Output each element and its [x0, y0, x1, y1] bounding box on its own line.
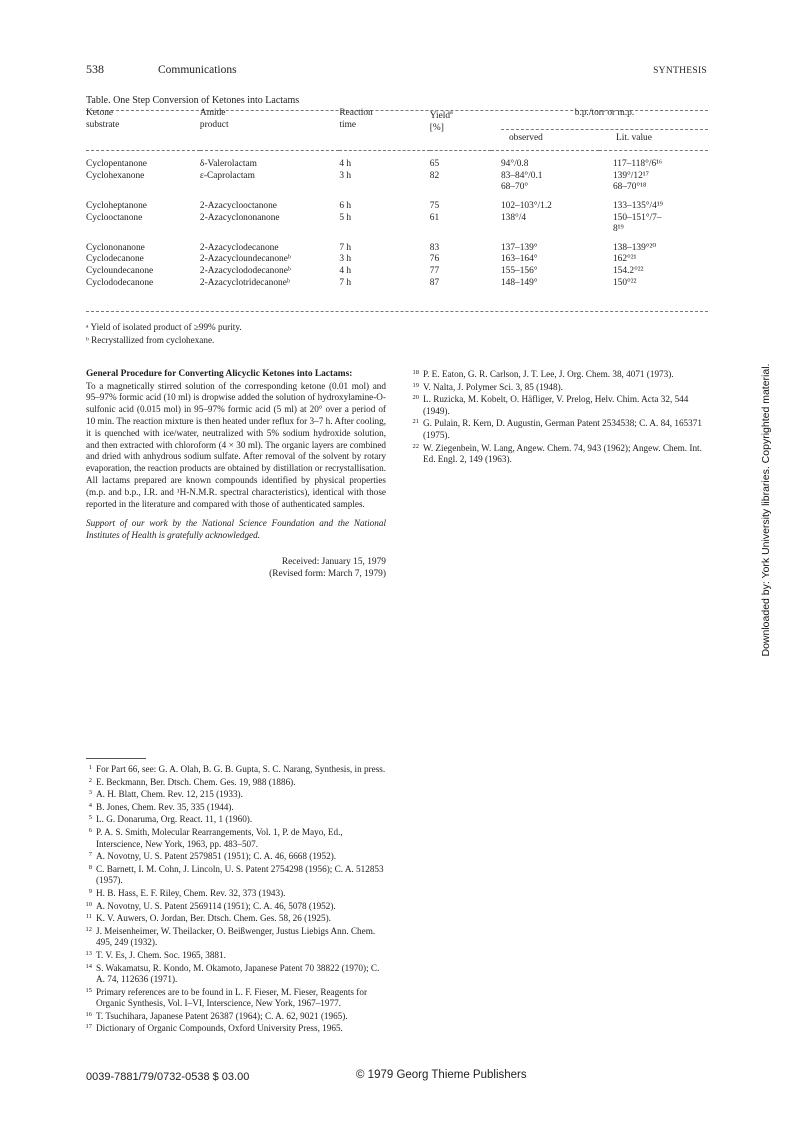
reference-text: A. Novotny, U. S. Patent 2579851 (1951); C. A. 46, 6668 (1952).	[96, 851, 337, 862]
cell-lit: 117–118°/6¹⁶	[612, 159, 663, 170]
cell-substrate: Cyclohexanone	[86, 170, 145, 181]
download-watermark	[760, 330, 774, 690]
cell-time	[339, 182, 429, 194]
procedure-title: General Procedure for Converting Alicyclic Ketones into Lactams:	[86, 369, 353, 379]
table-header-row	[86, 108, 708, 144]
cell-yield: 77	[429, 265, 440, 276]
cell-product	[200, 182, 339, 194]
cell-substrate: Cyclooctanone	[86, 212, 143, 223]
cell-observed: 94°/0.8	[500, 159, 529, 170]
cell-time: 7 h	[339, 277, 352, 288]
cell-yield: 87	[429, 277, 440, 288]
reference-number: 17	[85, 1023, 92, 1031]
cell-observed: 137–139°	[500, 242, 538, 253]
reference-item	[86, 764, 386, 776]
reference-item	[86, 851, 386, 863]
procedure-body: To a magnetically stirred solution of the corresponding ketone (0.01 mol) and 95–97% formic acid (10 ml) is dropwise added the solution of hydroxylamine-O-sulfonic acid (0.015 mol) in 95–97% formic acid (5 ml) at 20° over a period of 10 min. The reaction mixture is then heated under reflux for 3–7 h. After cooling, it is quenched with ice/water, neutralized with 5% sodium hydroxide solution, and then extracted with chloroform (4 × 30 ml). The organic layers are combined and dried with anhydrous sodium sulfate. After removal of the solvent by rotary evaporation, the reaction products are obtained by distillation or recrystallisation. All lactams prepared are known compounds identified by physical properties (m.p. and b.p., I.R. and ¹H-N.M.R. spectral characteristics), identical with those reported in the literature and compared with those of authenticated samples.	[86, 380, 386, 509]
footer-code: 0039-7881/79/0732-0538 $ 03.00	[86, 1071, 250, 1083]
cell-lit: 162°²¹	[612, 254, 637, 265]
cell-lit: 133–135°/4¹⁹	[612, 200, 663, 211]
header-lit: Lit. value	[615, 132, 652, 143]
reference-item	[86, 827, 386, 850]
cell-observed: 68–70°	[500, 182, 529, 193]
reference-item	[86, 814, 386, 826]
cell-time: 3 h	[339, 170, 352, 181]
reference-item	[413, 443, 708, 466]
reference-item	[413, 382, 708, 394]
reference-text: B. Jones, Chem. Rev. 35, 335 (1944).	[96, 801, 234, 812]
reference-text: K. V. Auwers, O. Jordan, Ber. Dtsch. Chem. Ges. 58, 26 (1925).	[96, 913, 331, 924]
references-rule	[86, 758, 146, 759]
cell-time: 4 h	[339, 265, 352, 276]
header-yield: Yield$^a$ [%]	[429, 110, 453, 133]
cell-yield: 61	[429, 212, 440, 223]
reference-item	[413, 369, 708, 381]
cell-substrate: Cyclononanone	[86, 242, 145, 253]
reference-number: 13	[85, 949, 92, 957]
cell-observed: 163–164°	[500, 254, 538, 265]
reference-number: 12	[85, 925, 92, 933]
cell-lit: 8¹⁹	[612, 224, 624, 235]
table-caption	[86, 95, 299, 107]
reference-item	[86, 913, 386, 925]
cell-product: 2-Azacyclododecanoneᵇ	[199, 265, 291, 276]
header-amide: Amide product	[199, 108, 229, 130]
cell-product: 2-Azacyclodecanone	[199, 242, 279, 253]
reference-text: A. H. Blatt, Chem. Rev. 12, 215 (1933).	[96, 789, 243, 800]
cell-time: 5 h	[339, 212, 352, 223]
cell-substrate: Cycloundecanone	[86, 265, 154, 276]
cell-product: δ-Valerolactam	[199, 159, 257, 170]
table-row	[86, 159, 708, 171]
page-number: 538	[86, 62, 104, 76]
cell-lit: 139°/12¹⁷	[612, 170, 649, 181]
reference-number: 19	[412, 381, 419, 389]
references-right	[413, 369, 708, 467]
reference-number: 2	[88, 776, 92, 784]
cell-product: 2-Azacycloundecanoneᵇ	[199, 254, 291, 265]
header-observed: observed	[508, 132, 543, 143]
cell-substrate: Cyclododecanone	[86, 277, 154, 288]
cell-yield: 82	[429, 170, 440, 181]
revised-date: (Revised form: March 7, 1979)	[269, 569, 386, 580]
references-left	[86, 764, 386, 1036]
cell-product: 2-Azacyclooctanone	[199, 200, 277, 211]
cell-time: 6 h	[339, 200, 352, 211]
table-row	[86, 224, 708, 236]
reference-text: C. Barnett, I. M. Cohn, J. Lincoln, U. S. Patent 2754298 (1956); C. A. 512853 (1957).	[96, 863, 384, 886]
page-header	[86, 64, 707, 80]
cell-product: 2-Azacyclononanone	[199, 212, 280, 223]
table-row	[86, 201, 708, 213]
reference-number: 16	[85, 1010, 92, 1018]
cell-lit: 150°²²	[612, 277, 637, 288]
reference-text: A. Novotny, U. S. Patent 2569114 (1951); C. A. 46, 5078 (1952).	[96, 900, 336, 911]
reference-item	[86, 888, 386, 900]
reference-item	[86, 802, 386, 814]
table-footnote-a: ᵃ Yield of isolated product of ≥99% purity.	[86, 322, 242, 332]
reference-number: 5	[88, 814, 92, 822]
reference-text: S. Wakamatsu, R. Kondo, M. Okamoto, Japanese Patent 70 38822 (1970); C. A. 74, 112636 (1971).	[96, 962, 380, 985]
cell-product	[200, 224, 339, 236]
table-bottom-rule	[86, 311, 708, 312]
table-row	[86, 171, 708, 183]
table-row	[86, 254, 708, 266]
cell-yield: 75	[429, 200, 440, 211]
reference-number: 3	[88, 789, 92, 797]
table-row	[86, 243, 708, 255]
reference-item	[86, 1023, 386, 1035]
cell-yield: 83	[429, 242, 440, 253]
reference-item	[86, 950, 386, 962]
cell-yield: 65	[429, 159, 440, 170]
reference-number: 8	[88, 863, 92, 871]
reference-number: 1	[88, 764, 92, 771]
cell-substrate: Cyclodecanone	[86, 254, 144, 265]
cell-time: 7 h	[339, 242, 352, 253]
reference-text: Primary references are to be found in L. F. Fieser, M. Fieser, Reagents for Organic Synthesis, Vol. I–VI, Interscience, New York, 1967–1977.	[96, 986, 368, 1009]
reference-text: Dictionary of Organic Compounds, Oxford University Press, 1965.	[96, 1023, 343, 1034]
reference-number: 14	[85, 962, 92, 970]
cell-lit: 68–70°¹⁸	[612, 182, 647, 193]
cell-time: 4 h	[339, 159, 352, 170]
reference-number: 10	[85, 900, 92, 908]
reference-number: 7	[88, 851, 92, 859]
received-date: Received: January 15, 1979	[281, 556, 386, 567]
reference-number: 18	[412, 369, 419, 376]
reference-item	[86, 987, 386, 1010]
header-bp: b.p./torr or m.p. observed Lit. value	[491, 108, 708, 144]
reference-text: E. Beckmann, Ber. Dtsch. Chem. Ges. 19, 988 (1886).	[96, 776, 296, 787]
cell-substrate	[86, 182, 200, 194]
cell-observed	[491, 224, 599, 236]
reference-text: T. Tsuchihara, Japanese Patent 26387 (1964); C. A. 62, 9021 (1965).	[96, 1010, 348, 1021]
cell-lit: 150–151°/7–	[612, 212, 662, 223]
header-reaction: Reaction time	[339, 108, 373, 130]
reference-text: W. Ziegenbein, W. Lang, Angew. Chem. 74, 943 (1962); Angew. Chem. Int. Ed. Engl. 2, 149 (1963).	[423, 442, 702, 465]
reference-text: P. E. Eaton, G. R. Carlson, J. T. Lee, J. Org. Chem. 38, 4071 (1973).	[423, 369, 674, 379]
reference-text: L. G. Donaruma, Org. React. 11, 1 (1960).	[96, 814, 253, 825]
reference-item	[413, 394, 708, 417]
cell-yield	[430, 182, 491, 194]
reference-number: 4	[88, 801, 92, 809]
reference-number: 11	[85, 913, 92, 921]
cell-substrate: Cyclopentanone	[86, 159, 147, 170]
reference-text: G. Pulain, R. Kern, D. Augustin, German Patent 2534538; C. A. 84, 165371 (1975).	[423, 418, 702, 440]
cell-observed: 138°/4	[500, 212, 527, 223]
reference-item	[86, 1011, 386, 1023]
reference-number: 21	[412, 418, 419, 426]
cell-substrate	[86, 224, 200, 236]
cell-time	[339, 224, 429, 236]
cell-product: 2-Azacyclotridecanoneᵇ	[199, 277, 290, 288]
table-caption-label: Table.	[86, 95, 111, 106]
procedure-section	[86, 369, 386, 581]
footer-copyright: © 1979 Georg Thieme Publishers	[356, 1069, 527, 1081]
reference-number: 9	[88, 887, 92, 895]
table-caption-text: One Step Conversion of Ketones into Lactams	[113, 95, 300, 106]
reference-text: T. V. Es, J. Chem. Soc. 1965, 3881.	[96, 949, 226, 960]
reference-text: H. B. Hass, E. F. Riley, Chem. Rev. 32, 373 (1943).	[96, 887, 286, 898]
journal-name: SYNTHESIS	[653, 66, 707, 76]
table-row	[86, 213, 708, 225]
reference-text: V. Nalta, J. Polymer Sci. 3, 85 (1948).	[423, 381, 563, 392]
cell-product: ε-Caprolactam	[199, 170, 255, 181]
received-dates	[86, 556, 386, 581]
reference-item	[86, 963, 386, 986]
reference-text: P. A. S. Smith, Molecular Rearrangements, Vol. 1, P. de Mayo, Ed., Interscience, New York, 1963, pp. 483–507.	[96, 826, 343, 849]
reference-item	[86, 777, 386, 789]
cell-yield: 76	[429, 254, 440, 265]
reference-number: 22	[412, 442, 419, 450]
cell-time: 3 h	[339, 254, 352, 265]
reference-item	[86, 926, 386, 949]
reference-item	[86, 789, 386, 801]
reference-item	[86, 864, 386, 887]
table-body	[86, 159, 708, 289]
download-watermark-text: Downloaded by: York University libraries. Copyrighted material.	[760, 363, 773, 657]
results-table	[86, 108, 708, 289]
cell-lit: 138–139°²⁰	[612, 242, 657, 253]
table-footnote-b: ᵇ Recrystallized from cyclohexane.	[86, 335, 215, 345]
cell-lit: 154.2°²²	[612, 265, 644, 276]
reference-text: For Part 66, see: G. A. Olah, B. G. B. Gupta, S. C. Narang, Synthesis, in press.	[96, 764, 386, 774]
table-row	[86, 266, 708, 278]
reference-number: 6	[88, 826, 92, 834]
reference-text: J. Meisenheimer, W. Theilacker, O. Beißwenger, Justus Liebigs Ann. Chem. 495, 249 (1932).	[96, 925, 376, 948]
section-title: Communications	[158, 64, 237, 76]
reference-item	[413, 418, 708, 441]
cell-observed: 102–103°/1.2	[500, 200, 552, 211]
table-row	[86, 182, 708, 194]
reference-number: 20	[412, 394, 419, 402]
cell-observed: 83–84°/0.1	[500, 170, 543, 181]
reference-text: L. Ruzicka, M. Kobelt, O. Häfliger, V. Prelog, Helv. Chim. Acta 32, 544 (1949).	[423, 394, 689, 416]
cell-observed: 155–156°	[500, 265, 538, 276]
cell-observed: 148–149°	[500, 277, 538, 288]
table-row	[86, 278, 708, 290]
header-ketone: Ketone substrate	[86, 108, 120, 130]
cell-substrate: Cycloheptanone	[86, 200, 147, 211]
reference-item	[86, 901, 386, 913]
cell-yield	[430, 224, 491, 236]
acknowledgement: Support of our work by the National Science Foundation and the National Institutes of Health is gratefully acknowledged.	[86, 518, 386, 541]
reference-number: 15	[85, 986, 92, 994]
